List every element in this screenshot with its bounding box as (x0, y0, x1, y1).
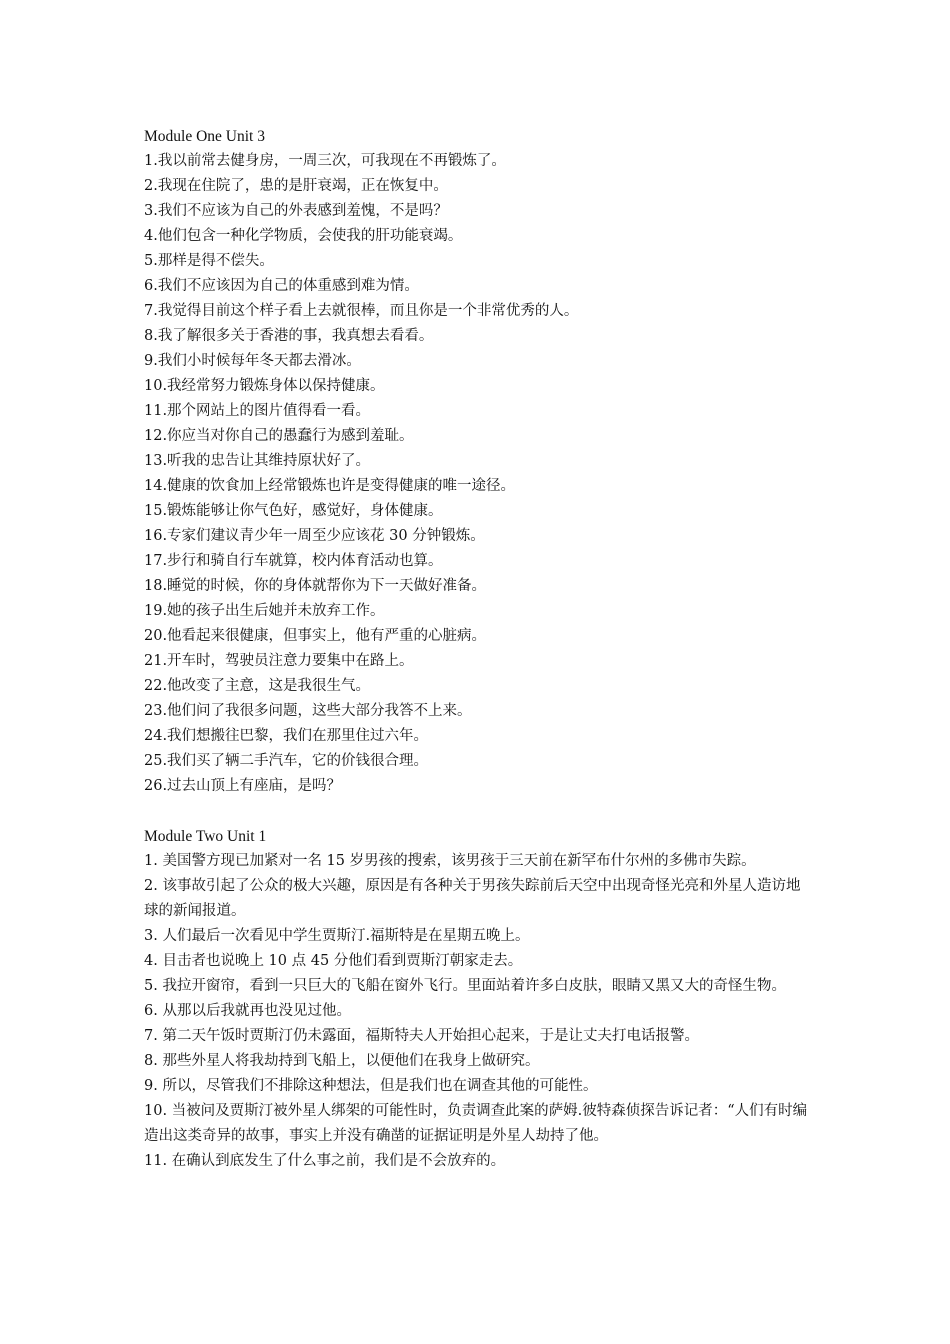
module-two-list (144, 849, 814, 1174)
list-item: 14.健康的饮食加上经常锻炼也许是变得健康的唯一途径。 (144, 478, 516, 494)
list-item: 10. 当被问及贾斯汀被外星人绑架的可能性时，负责调查此案的萨姆.彼特森侦探告诉记者：“人们有时编造出这类奇异的故事，事实上并没有确凿的证据证明是外星人劫持了他。 (144, 1103, 808, 1144)
list-item: 8. 那些外星人将我劫持到飞船上，以便他们在我身上做研究。 (144, 1053, 540, 1069)
list-item: 11. 在确认到底发生了什么事之前，我们是不会放弃的。 (144, 1153, 506, 1169)
list-item: 6. 从那以后我就再也没见过他。 (144, 1003, 351, 1019)
list-item: 7.我觉得目前这个样子看上去就很棒，而且你是一个非常优秀的人。 (144, 303, 579, 319)
list-item: 3.我们不应该为自己的外表感到羞愧，不是吗？ (144, 203, 448, 219)
list-item: 17.步行和骑自行车就算，校内体育活动也算。 (144, 553, 443, 569)
list-item: 2. 该事故引起了公众的极大兴趣，原因是有各种关于男孩失踪前后天空中出现奇怪光亮和外星人造访地球的新闻报道。 (144, 878, 801, 919)
section-heading-module-two: Module Two Unit 1 (144, 828, 267, 845)
list-item: 24.我们想搬往巴黎，我们在那里住过六年。 (144, 728, 429, 744)
list-item: 16.专家们建议青少年一周至少应该花 30 分钟锻炼。 (144, 528, 485, 544)
module-one-list (144, 149, 814, 799)
list-item: 21.开车时，驾驶员注意力要集中在路上。 (144, 653, 414, 669)
list-item: 18.睡觉的时候，你的身体就帮你为下一天做好准备。 (144, 578, 487, 594)
list-item: 8.我了解很多关于香港的事，我真想去看看。 (144, 328, 434, 344)
list-item: 9.我们小时候每年冬天都去滑冰。 (144, 353, 361, 369)
list-item: 6.我们不应该因为自己的体重感到难为情。 (144, 278, 419, 294)
list-item: 25.我们买了辆二手汽车，它的价钱很合理。 (144, 753, 429, 769)
list-item: 1.我以前常去健身房，一周三次，可我现在不再锻炼了。 (144, 153, 506, 169)
list-item: 13.听我的忠告让其维持原状好了。 (144, 453, 371, 469)
list-item: 12.你应当对你自己的愚蠢行为感到羞耻。 (144, 428, 414, 444)
list-item: 19.她的孩子出生后她并未放弃工作。 (144, 603, 385, 619)
list-item: 26.过去山顶上有座庙，是吗？ (144, 778, 342, 794)
list-item: 5.那样是得不偿失。 (144, 253, 274, 269)
section-heading-module-one: Module One Unit 3 (144, 128, 265, 145)
list-item: 4.他们包含一种化学物质，会使我的肝功能衰竭。 (144, 228, 463, 244)
list-item: 9. 所以，尽管我们不排除这种想法，但是我们也在调查其他的可能性。 (144, 1078, 598, 1094)
document-page (144, 124, 814, 1174)
section-spacer (144, 799, 814, 824)
list-item: 20.他看起来很健康，但事实上，他有严重的心脏病。 (144, 628, 487, 644)
list-item: 11.那个网站上的图片值得看一看。 (144, 403, 371, 419)
list-item: 3. 人们最后一次看见中学生贾斯汀.福斯特是在星期五晚上。 (144, 928, 530, 944)
list-item: 1. 美国警方现已加紧对一名 15 岁男孩的搜索，该男孩于三天前在新罕布什尔州的多佛市失踪。 (144, 853, 756, 869)
list-item: 15.锻炼能够让你气色好，感觉好，身体健康。 (144, 503, 443, 519)
list-item: 4. 目击者也说晚上 10 点 45 分他们看到贾斯汀朝家走去。 (144, 953, 523, 969)
list-item: 23.他们问了我很多问题，这些大部分我答不上来。 (144, 703, 472, 719)
list-item: 10.我经常努力锻炼身体以保持健康。 (144, 378, 385, 394)
list-item: 5. 我拉开窗帘，看到一只巨大的飞船在窗外飞行。里面站着许多白皮肤，眼睛又黑又大的奇怪生物。 (144, 978, 786, 994)
list-item: 7. 第二天午饭时贾斯汀仍未露面，福斯特夫人开始担心起来，于是让丈夫打电话报警。 (144, 1028, 699, 1044)
list-item: 22.他改变了主意，这是我很生气。 (144, 678, 371, 694)
list-item: 2.我现在住院了，患的是肝衰竭，正在恢复中。 (144, 178, 448, 194)
